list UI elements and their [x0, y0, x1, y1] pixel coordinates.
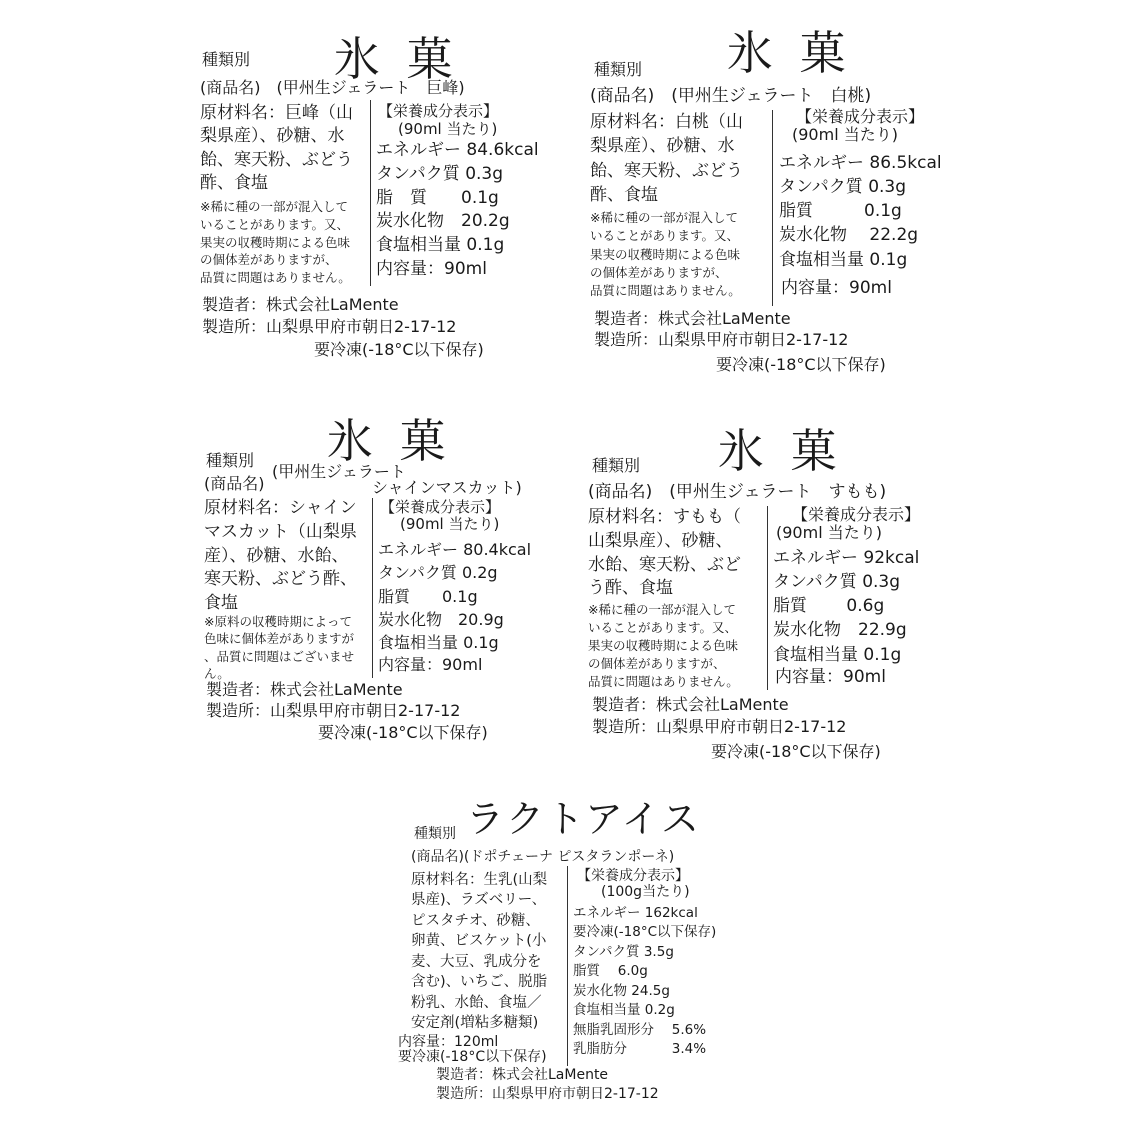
nutrition-facts: エネルギー 92kcal タンパク質 0.3g 脂質 0.6g 炭水化物 22.9g 食塩相当量 0.1g: [773, 548, 920, 665]
category-label: 種類別: [202, 50, 251, 69]
divider: [370, 100, 371, 286]
product-name-line1: (甲州生ジェラート: [272, 462, 406, 481]
note: ※稀に種の一部が混入して いることがあります。又、 果実の収穫時期による色味 の個体差がありますが、 品質に問題はありません。: [588, 602, 739, 689]
maker: 製造者：株式会社LaMente: [436, 1067, 609, 1083]
product-name: (商品名) (甲州生ジェラート すもも): [588, 482, 887, 502]
title: 氷 菓: [727, 26, 852, 80]
nutrition-facts: エネルギー 84.6kcal タンパク質 0.3g 脂 質 0.1g 炭水化物 20.2g 食塩相当量 0.1g: [376, 140, 539, 256]
note: ※稀に種の一部が混入して いることがあります。又、 果実の収穫時期による色味 の個体差がありますが、 品質に問題はありません。: [590, 210, 741, 298]
nutrition-facts: エネルギー 162kcal 要冷凍(-18°C以下保存) タンパク質 3.5g 脂質 6.0g 炭水化物 24.5g 食塩相当量 0.2g 無脂乳固形分 5.6% 乳脂肪分 3.4%: [573, 905, 717, 1058]
storage: 要冷凍(-18°C以下保存): [716, 355, 886, 374]
maker: 製造者：株式会社LaMente: [202, 295, 399, 314]
product-name: (商品名) (甲州生ジェラート 巨峰): [200, 78, 465, 97]
nutrition-header: 【栄養成分表示】 (90ml 当たり): [776, 505, 921, 543]
product-name: (商品名) (甲州生ジェラート 白桃): [590, 86, 872, 106]
volume: 内容量：90ml: [781, 278, 892, 298]
title: ラクトアイス: [466, 797, 702, 841]
volume: 内容量：90ml: [376, 259, 487, 279]
ingredients: 原材料名：すもも（ 山梨県産）、砂糖、 水飴、寒天粉、ぶど う酢、食塩: [588, 507, 741, 599]
factory: 製造所：山梨県甲府市朝日2-17-12: [206, 701, 461, 720]
divider: [372, 498, 373, 678]
divider: [772, 110, 773, 306]
maker: 製造者：株式会社LaMente: [592, 695, 789, 714]
nutrition-facts: エネルギー 80.4kcal タンパク質 0.2g 脂質 0.1g 炭水化物 20.9g 食塩相当量 0.1g: [378, 540, 532, 653]
ingredients: 原材料名：生乳(山梨 県産)、ラズベリー、 ピスタチオ、砂糖、 卵黄、ビスケット(小 麦、大豆、乳成分を 含む)、いちご、脱脂 粉乳、水飴、食塩／ 安定剤(増粘多糖類): [411, 872, 548, 1032]
volume: 内容量：90ml: [378, 655, 483, 674]
nutrition-header: 【栄養成分表示】 (90ml 当たり): [378, 102, 499, 138]
divider: [767, 506, 768, 690]
category-label: 種類別: [206, 451, 255, 470]
factory: 製造所：山梨県甲府市朝日2-17-12: [436, 1086, 659, 1102]
storage: 要冷凍(-18°C以下保存): [711, 742, 881, 761]
storage: 要冷凍(-18°C以下保存): [318, 723, 488, 742]
nutrition-header: 【栄養成分表示】 (100g当たり): [577, 868, 690, 901]
maker: 製造者：株式会社LaMente: [594, 309, 791, 328]
title: 氷 菓: [718, 424, 843, 478]
title: 氷 菓: [327, 414, 452, 468]
category-label: 種類別: [592, 456, 641, 475]
product-name: (商品名)(ドポチェーナ ピスタランポーネ): [411, 849, 675, 865]
volume: 内容量：120ml: [398, 1034, 499, 1050]
ingredients: 原材料名：巨峰（山 梨県産）、砂糖、水 飴、寒天粉、ぶどう 酢、食塩: [200, 103, 353, 194]
ingredients: 原材料名：白桃（山 梨県産）、砂糖、水 飴、寒天粉、ぶどう 酢、食塩: [590, 112, 743, 206]
factory: 製造所：山梨県甲府市朝日2-17-12: [592, 717, 847, 736]
maker: 製造者：株式会社LaMente: [206, 680, 403, 699]
product-name: (商品名): [204, 474, 265, 493]
category-label: 種類別: [594, 60, 643, 79]
storage: 要冷凍(-18°C以下保存): [398, 1049, 547, 1065]
product-name-line2: シャインマスカット): [372, 478, 522, 497]
nutrition-facts: エネルギー 86.5kcal タンパク質 0.3g 脂質 0.1g 炭水化物 22.2g 食塩相当量 0.1g: [779, 153, 942, 270]
note: ※原料の収穫時期によって 色味に個体差がありますが 、品質に問題はございませ ん。: [204, 614, 355, 681]
volume: 内容量：90ml: [775, 667, 886, 687]
divider: [567, 866, 568, 1066]
factory: 製造所：山梨県甲府市朝日2-17-12: [594, 330, 849, 349]
nutrition-header: 【栄養成分表示】 (90ml 当たり): [380, 498, 501, 534]
nutrition-header: 【栄養成分表示】 (90ml 当たり): [792, 107, 925, 145]
category-label: 種類別: [414, 826, 456, 842]
factory: 製造所：山梨県甲府市朝日2-17-12: [202, 317, 457, 336]
title: 氷 菓: [334, 32, 459, 86]
note: ※稀に種の一部が混入して いることがあります。又、 果実の収穫時期による色味 の個体差がありますが、 品質に問題はありません。: [200, 199, 351, 285]
ingredients: 原材料名：シャイン マスカット（山梨県 産）、砂糖、水飴、 寒天粉、ぶどう酢、 食塩: [204, 498, 357, 614]
storage: 要冷凍(-18°C以下保存): [314, 340, 484, 359]
